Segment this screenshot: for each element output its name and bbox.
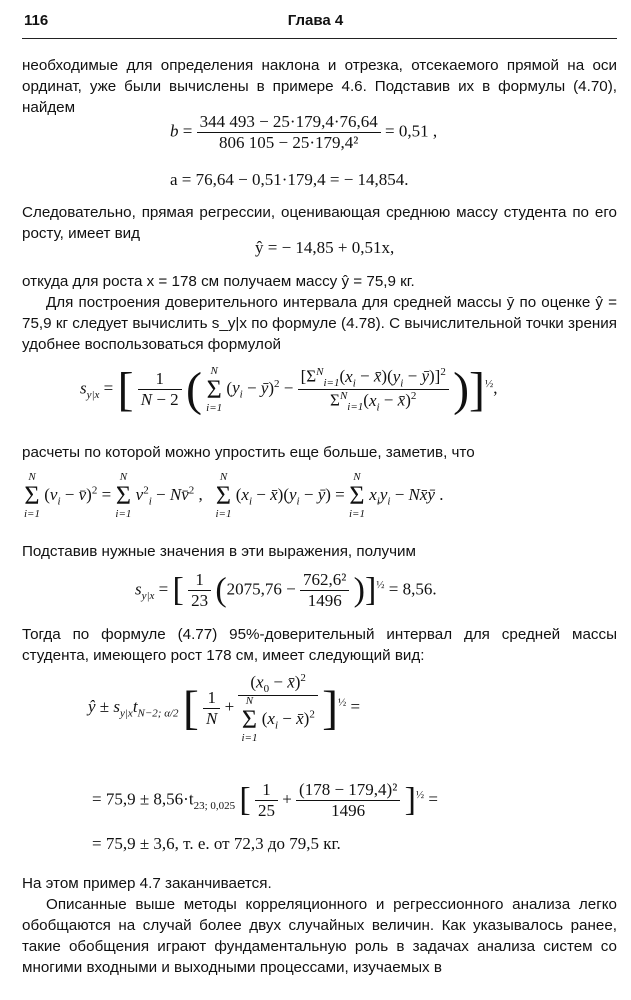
paragraph-5: расчеты по которой можно упростить еще больше, заметив, что <box>22 444 475 461</box>
chapter-title: Глава 4 <box>287 12 344 29</box>
equation-ci-result: = 75,9 ± 3,6, т. е. от 72,3 до 79,5 кг. <box>92 834 341 853</box>
equation-a: a = 76,64 − 0,51·179,4 = − 14,854. <box>170 170 409 189</box>
paragraph-4: Для построения доверительного интервала для средней массы ȳ по оценке ŷ = 75,9 кг следует вычислить s_y|x по формуле (4.78). С вычислительной точки зрения удобнее воспользоваться формулой <box>22 294 617 353</box>
equation-regression: ŷ = − 14,85 + 0,51x, <box>255 238 395 257</box>
page-number: 116 <box>24 12 49 29</box>
fraction-b: $\frac{344 493 - 25\cdot 179,4\cdot 76,64}{\text{806 105 − 25·179,4²}}$ <box>197 112 381 153</box>
paragraph-7: Тогда по формуле (4.77) 95%-доверительный интервал для средней массы студента, имеющего рост 178 см, имеет следующий вид: <box>22 626 617 664</box>
equation-sum-identities: N Σ i=1 ($v_i$ − v̄)$^2$ = N Σ i=1 $v^2_i$ − Nv̄$^2$ , N Σ i=1 ($x_i$ − $x̄)(y_i$ − ȳ) = N Σ i=1 $x_iy_i$ − Nx̄ȳ . <box>24 471 444 520</box>
page-header <box>24 12 607 36</box>
paragraph-8: На этом пример 4.7 заканчивается. <box>22 875 272 892</box>
equation-s-yx: $s_{y|x}$ = [ $\frac{1}{N - 2}$ ( N Σ i=1 ($y_i$ − ȳ)$^2$ − $\frac{[\Sigma^N_{i=1}(x_i - x̄)(y_i - ȳ)]^2}{\Sigma^N_{i=1}(x_i - x̄)^2}$ )]$^{\frac{1}{2}}$, <box>80 363 498 416</box>
equation-b: b = $\frac{344 493 - 25\cdot 179,4\cdot 76,64}{\text{806 105 − 25·179,4²}}$ = 0,51 , <box>170 112 438 152</box>
header-rule <box>22 38 617 39</box>
paragraph-1: необходимые для определения наклона и отрезка, отсекаемого прямой на оси ординат, уже были вычислены в примере 4.6. Подставив их в формулы (4.70), найдем <box>22 57 617 116</box>
equation-ci-numeric: = $75,9 \pm 8,56\cdot t_{23; 0,025}$ [ $\frac{1}{25}$ + $\frac{\text{(178 − 179,4)²}}{1496}$ ]$^{\frac{1}{2}}$ = <box>92 780 438 820</box>
paragraph-2: Следовательно, прямая регрессии, оценивающая среднюю массу студента по его росту, имеет вид <box>22 204 617 242</box>
paragraph-3: откуда для роста x = 178 см получаем массу ŷ = 75,9 кг. <box>22 273 415 290</box>
paragraph-9: Описанные выше методы корреляционного и регрессионного анализа легко обобщаются на случай более двух случайных величин. Как указывалось ранее, такие обобщения играют фундаментальную роль в задачах анализа систем со многими входными и выходными процессами, изучаемых в <box>22 896 617 976</box>
paragraph-6: Подставив нужные значения в эти выражения, получим <box>22 543 416 560</box>
equation-ci-general: ŷ ± $s_{y|x}t_{N-2; \alpha/2}$ [ $\frac{1}{N}$ + ($x_0$ − x̄)$^2$ N Σ i=1 ($x_i$ − x̄)$^2$ ]$^{\frac{1}{2}}$ = <box>88 672 361 745</box>
equation-s-yx-numeric: $s_{y|x}$ = [ $\frac{1}{23}$ (2075,76 − $\frac{\text{762,6²}}{1496}$ )]$^{\frac{1}{2}}$ = 8,56. <box>135 570 437 610</box>
